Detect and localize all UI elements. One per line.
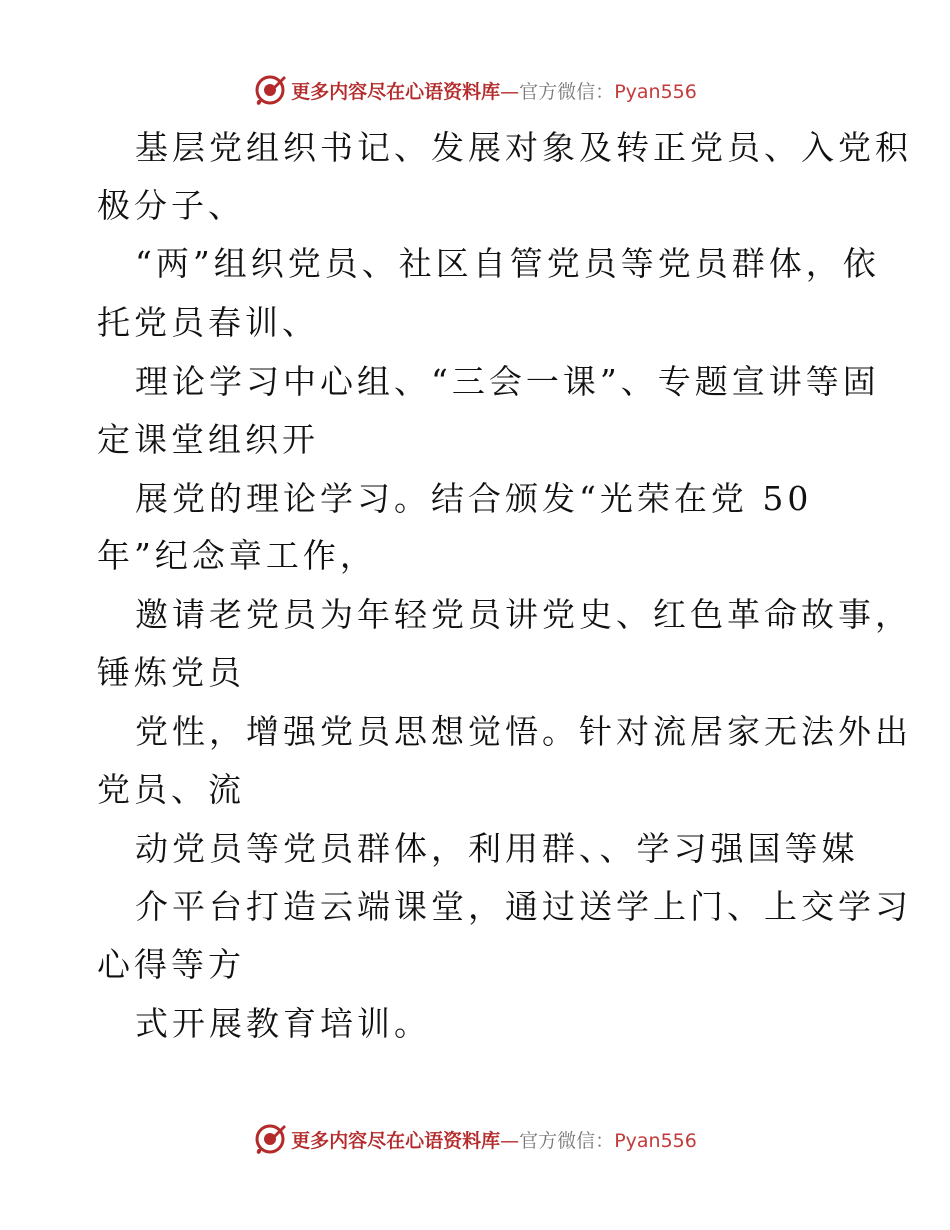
footer-banner-text — [291, 1126, 697, 1153]
header-banner-text — [291, 77, 697, 104]
header-banner-sub: 官方微信： — [519, 80, 615, 103]
footer-banner-wechat-id: Pyan556 — [614, 1129, 697, 1152]
header-banner — [0, 70, 950, 110]
text-line: 邀请老党员为年轻党员讲党史、红色革命故事， — [135, 595, 912, 634]
header-banner-wechat-id: Pyan556 — [614, 80, 697, 103]
footer-banner-main: 更多内容尽在心语资料库 — [291, 1129, 501, 1152]
text-line: 基层党组织书记、发展对象及转正党员、入党积 — [135, 128, 912, 167]
text-line: 心得等方 — [97, 945, 245, 984]
header-banner-main: 更多内容尽在心语资料库 — [291, 80, 501, 103]
footer-banner — [0, 1119, 950, 1159]
pen-logo-icon — [253, 73, 287, 107]
text-line: 介平台打造云端课堂，通过送学上门、上交学习 — [135, 887, 912, 926]
text-line: “两”组织党员、社区自管党员等党员群体，依 — [135, 244, 880, 283]
footer-banner-sub: 官方微信： — [519, 1129, 615, 1152]
pen-logo-icon — [253, 1122, 287, 1156]
text-line: 年”纪念章工作， — [97, 536, 377, 575]
header-banner-dash: — — [500, 80, 520, 103]
text-line: 定课堂组织开 — [97, 420, 319, 459]
text-line: 理论学习中心组、“三会一课”、专题宣讲等固 — [135, 362, 880, 401]
text-line: 党性，增强党员思想觉悟。针对流居家无法外出 — [135, 712, 912, 751]
text-line: 党员、流 — [97, 770, 245, 809]
text-line: 托党员春训、 — [97, 303, 319, 342]
text-line: 式开展教育培训。 — [135, 1004, 431, 1043]
text-line: 极分子、 — [97, 186, 245, 225]
text-line: 动党员等党员群体，利用群、、学习强国等媒 — [135, 829, 859, 868]
text-line: 锤炼党员 — [97, 653, 245, 692]
text-line: 展党的理论学习。结合颁发“光荣在党 50 — [135, 479, 813, 518]
footer-banner-dash: — — [500, 1129, 520, 1152]
